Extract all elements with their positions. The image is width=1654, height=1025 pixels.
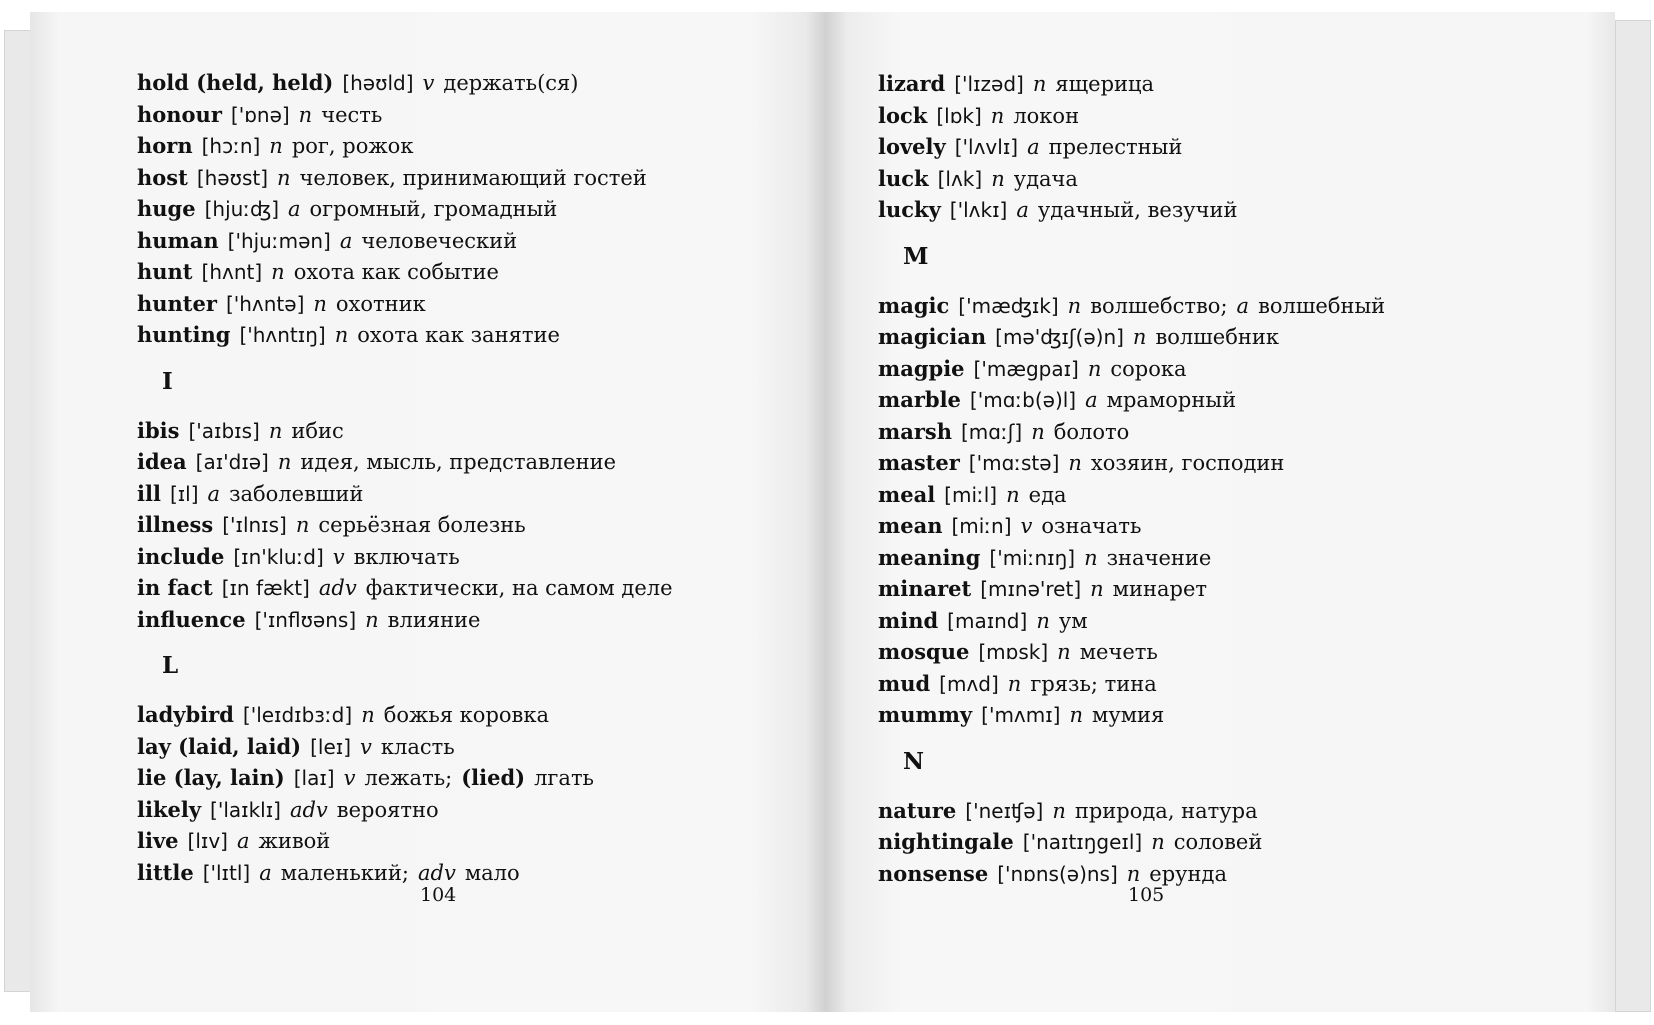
right-page [825, 12, 1615, 1012]
translation: охотник [335, 291, 426, 316]
dictionary-entry [878, 384, 1394, 416]
pronunciation: ['ɒnə] [230, 102, 290, 127]
translation: маленький; [280, 860, 409, 885]
part-of-speech: n [1132, 325, 1147, 349]
part-of-speech: n [334, 323, 349, 347]
dictionary-entry [137, 193, 682, 225]
part-of-speech: n [313, 291, 327, 316]
translation: вероятно [336, 797, 439, 822]
headword: marble [878, 387, 961, 412]
headword: meal [878, 481, 936, 507]
part-of-speech: n [1057, 640, 1071, 664]
translation: человеческий [361, 228, 518, 253]
pronunciation: [mɒsk] [978, 640, 1049, 664]
translation: минарет [1112, 577, 1208, 601]
pronunciation: [mʌd] [939, 671, 999, 696]
pronunciation: [miːl] [944, 482, 998, 507]
headword: host [137, 164, 188, 190]
headword: mummy [878, 702, 973, 727]
translation: лежать; [364, 766, 453, 790]
pronunciation: ['mʌmɪ] [981, 703, 1061, 727]
translation: огромный, громадный [309, 197, 558, 221]
headword: lay (laid, laid) [137, 733, 302, 759]
pronunciation: [həʊld] [342, 71, 414, 95]
dictionary-entry [137, 225, 682, 257]
translation: значение [1106, 545, 1212, 570]
translation: удача [1013, 166, 1078, 191]
dictionary-entry [137, 825, 682, 857]
translation: мало [464, 860, 520, 885]
translation: болото [1053, 419, 1130, 444]
part-of-speech: n [1087, 356, 1102, 381]
headword: marsh [878, 418, 952, 444]
part-of-speech: n [991, 166, 1005, 191]
part-of-speech: n [1069, 703, 1084, 727]
translation: божья коровка [383, 703, 550, 727]
dictionary-entry [137, 699, 682, 731]
section-letter: L [162, 652, 179, 679]
part-of-speech: n [277, 165, 291, 190]
pronunciation: ['miːnɪŋ] [989, 545, 1076, 570]
headword: likely [137, 796, 202, 822]
headword: mind [878, 607, 939, 633]
pronunciation: [mə'ʤɪʃ(ə)n] [995, 325, 1124, 349]
part-of-speech: n [365, 607, 379, 632]
pronunciation: ['mɑːb(ə)l] [969, 388, 1077, 412]
dictionary-entry [137, 731, 682, 763]
translation: лгать [534, 766, 594, 790]
part-of-speech: a [1085, 388, 1098, 412]
translation: охота как занятие [357, 323, 560, 347]
headword: human [137, 227, 219, 253]
part-of-speech: n [1090, 577, 1104, 601]
left-page [30, 12, 825, 1012]
part-of-speech: n [295, 513, 310, 537]
translation: ерунда [1149, 861, 1227, 886]
part-of-speech: a [259, 860, 272, 885]
part-of-speech: n [1032, 72, 1047, 96]
dictionary-entry [137, 509, 682, 541]
translation: честь [321, 102, 383, 127]
translation: включать [353, 544, 460, 569]
pronunciation: [hjuːʤ] [204, 197, 279, 221]
pronunciation: ['lʌvlɪ] [954, 135, 1019, 159]
headword: lovely [878, 134, 946, 159]
dictionary-entry [878, 321, 1394, 353]
translation: серьёзная болезнь [318, 513, 526, 537]
dictionary-entry [137, 857, 682, 889]
pronunciation: [həʊst] [196, 165, 269, 190]
dictionary-entry [137, 415, 682, 447]
page-edge-right [1615, 20, 1651, 1012]
dictionary-entry [878, 826, 1394, 858]
translation: держать(ся) [443, 71, 579, 95]
part-of-speech: n [1126, 861, 1141, 886]
translation: охота как событие [293, 260, 499, 284]
part-of-speech: adv [417, 860, 456, 885]
translation: природа, натура [1074, 798, 1258, 823]
section-letter: I [162, 367, 173, 395]
headword: nightingale [878, 829, 1014, 854]
part-of-speech: n [269, 134, 283, 158]
headword: hold (held, held) [137, 70, 334, 95]
part-of-speech: v [332, 544, 345, 569]
headword: honour [137, 101, 222, 127]
headword: mud [878, 670, 931, 696]
pronunciation: ['mɑːstə] [968, 451, 1060, 475]
dictionary-entry [878, 68, 1394, 100]
translation: влияние [387, 607, 481, 632]
pronunciation: [leɪ] [310, 734, 351, 759]
headword: idea [137, 449, 187, 474]
translation: ум [1058, 608, 1088, 633]
part-of-speech: a [207, 481, 221, 506]
headword: include [137, 543, 225, 569]
dictionary-entry [878, 668, 1394, 700]
pronunciation: [lɒk] [936, 103, 982, 128]
headword: hunting [137, 322, 231, 347]
part-of-speech: v [343, 766, 356, 790]
left-page-entries [137, 67, 682, 888]
dictionary-entry [878, 447, 1394, 479]
right-page-entries [878, 68, 1394, 889]
part-of-speech: n [990, 103, 1005, 128]
dictionary-entry [878, 542, 1394, 574]
dictionary-entry [878, 131, 1394, 163]
headword: ladybird [137, 702, 234, 727]
translation: фактически, на самом деле [365, 576, 673, 600]
part-of-speech: n [271, 260, 285, 284]
pronunciation: ['ɪlnɪs] [222, 513, 287, 537]
dictionary-entry [878, 699, 1394, 731]
translation: класть [380, 734, 455, 759]
part-of-speech: v [1020, 514, 1033, 538]
translation: соловей [1173, 830, 1263, 854]
part-of-speech: a [1016, 198, 1029, 222]
part-of-speech: adv [289, 797, 328, 822]
part-of-speech: a [236, 829, 250, 853]
headword: horn [137, 133, 193, 158]
dictionary-entry [137, 288, 682, 320]
dictionary-entry [137, 162, 682, 194]
headword: hunt [137, 259, 193, 284]
pronunciation: ['neɪʧə] [965, 798, 1044, 823]
dictionary-entry [878, 795, 1394, 827]
dictionary-entry [878, 510, 1394, 542]
part-of-speech: n [1006, 482, 1020, 507]
part-of-speech: n [1151, 830, 1165, 854]
headword: magic [878, 292, 950, 318]
headword: nature [878, 797, 957, 823]
translation: рог, рожок [291, 134, 414, 158]
headword: little [137, 859, 194, 885]
dictionary-entry [878, 100, 1394, 132]
pronunciation: ['naɪtɪŋgeɪl] [1022, 830, 1143, 854]
pronunciation: [lɪv] [187, 829, 228, 853]
part-of-speech: n [1031, 419, 1045, 444]
translation: удачный, везучий [1037, 198, 1238, 222]
dictionary-entry [137, 762, 682, 794]
translation: хозяин, господин [1090, 451, 1285, 475]
translation: заболевший [229, 481, 364, 506]
translation: волшебный [1258, 293, 1386, 318]
translation: локон [1013, 103, 1080, 128]
dictionary-entry [137, 319, 682, 351]
headword: magician [878, 324, 987, 349]
pronunciation: ['lɪtl] [202, 860, 251, 885]
part-of-speech: n [1052, 798, 1066, 823]
translation: мечеть [1079, 640, 1158, 664]
headword: ibis [137, 417, 180, 443]
pronunciation: ['laɪklɪ] [210, 797, 281, 822]
translation: еда [1028, 482, 1067, 507]
dictionary-entry [878, 573, 1394, 605]
part-of-speech: n [1036, 608, 1050, 633]
dictionary-entry [137, 604, 682, 636]
headword: huge [137, 196, 196, 221]
dictionary-entry [137, 794, 682, 826]
pronunciation: [ɪl] [169, 481, 199, 506]
pronunciation: ['mæʤɪk] [958, 293, 1059, 318]
headword: live [137, 828, 179, 853]
headword: ill [137, 480, 161, 506]
part-of-speech: n [268, 418, 283, 443]
dictionary-entry [878, 605, 1394, 637]
pronunciation: [hɔːn] [201, 134, 261, 158]
headword: master [878, 450, 960, 475]
dictionary-entry [878, 479, 1394, 511]
headword: in fact [137, 575, 213, 600]
dictionary-entry [878, 290, 1394, 322]
headword: hunter [137, 290, 217, 316]
headword: mean [878, 513, 943, 538]
dictionary-entry [137, 256, 682, 288]
pronunciation: ['hjuːmən] [227, 228, 331, 253]
dictionary-entry [878, 194, 1394, 226]
pronunciation: [aɪ'dɪə] [195, 450, 269, 474]
dictionary-entry [137, 478, 682, 510]
pronunciation: [miːn] [951, 514, 1012, 538]
pronunciation: [laɪ] [293, 766, 335, 790]
headword: luck [878, 165, 929, 191]
translation: прелестный [1048, 135, 1183, 159]
page-number: 104 [420, 884, 457, 906]
part-of-speech: n [298, 102, 313, 127]
pronunciation: [mɪnə'ret] [980, 577, 1082, 601]
pronunciation: [lʌk] [937, 166, 983, 191]
pronunciation: [maɪnd] [947, 608, 1028, 633]
pronunciation: ['lɪzəd] [954, 72, 1024, 96]
part-of-speech: n [1068, 451, 1082, 475]
translation: означать [1041, 514, 1142, 538]
part-of-speech: a [1236, 293, 1250, 318]
part-of-speech: a [1027, 135, 1040, 159]
pronunciation: ['ɪnflʊəns] [254, 607, 357, 632]
headword: influence [137, 606, 246, 632]
part-of-speech: n [1067, 293, 1082, 318]
dictionary-entry [137, 67, 682, 99]
translation: мумия [1092, 703, 1165, 727]
translation: живой [258, 829, 331, 853]
pronunciation: [hʌnt] [201, 260, 263, 284]
headword: nonsense [878, 860, 989, 886]
headword: minaret [878, 576, 972, 601]
headword: meaning [878, 544, 981, 570]
pronunciation: ['mægpaɪ] [973, 356, 1079, 381]
headword: lizard [878, 71, 946, 96]
section-letter: M [903, 242, 929, 270]
translation: человек, принимающий гостей [299, 165, 647, 190]
headword: mosque [878, 639, 970, 664]
translation: волшебник [1155, 325, 1279, 349]
headword: lucky [878, 197, 941, 222]
part-of-speech: adv [318, 576, 357, 600]
translation: сорока [1110, 356, 1187, 381]
dictionary-entry [878, 163, 1394, 195]
translation: ящерица [1055, 72, 1155, 96]
part-of-speech: a [288, 197, 301, 221]
dictionary-entry [137, 130, 682, 162]
headword: illness [137, 512, 214, 537]
pronunciation: ['lʌkɪ] [949, 198, 1008, 222]
pronunciation: [mɑːʃ] [960, 419, 1023, 444]
headword: lock [878, 102, 928, 128]
pronunciation: ['aɪbɪs] [188, 418, 260, 443]
pronunciation: [ɪn'kluːd] [233, 544, 324, 569]
pronunciation: [ɪn fækt] [221, 576, 310, 600]
translation: ибис [291, 418, 344, 443]
dictionary-entry [137, 99, 682, 131]
dictionary-entry [878, 353, 1394, 385]
part-of-speech: n [1084, 545, 1098, 570]
pronunciation: ['hʌntə] [225, 291, 305, 316]
headword-variant: (lied) [461, 765, 526, 790]
part-of-speech: n [277, 450, 292, 474]
part-of-speech: a [339, 228, 353, 253]
page-number: 105 [1128, 884, 1165, 906]
dictionary-entry [878, 636, 1394, 668]
dictionary-entry [878, 416, 1394, 448]
headword: lie (lay, lain) [137, 765, 285, 790]
pronunciation: ['leɪdɪbɜːd] [242, 703, 353, 727]
pronunciation: ['hʌntɪŋ] [239, 323, 326, 347]
part-of-speech: v [360, 734, 372, 759]
dictionary-entry [137, 446, 682, 478]
pronunciation: ['nɒns(ə)ns] [997, 861, 1118, 886]
translation: мраморный [1106, 388, 1237, 412]
part-of-speech: v [422, 71, 435, 95]
section-letter: N [903, 747, 925, 775]
translation: идея, мысль, представление [300, 450, 617, 474]
dictionary-entry [137, 541, 682, 573]
headword: magpie [878, 355, 965, 381]
translation: грязь; тина [1030, 671, 1157, 696]
dictionary-entry [137, 572, 682, 604]
translation: волшебство; [1090, 293, 1228, 318]
part-of-speech: n [1007, 671, 1022, 696]
part-of-speech: n [361, 703, 375, 727]
